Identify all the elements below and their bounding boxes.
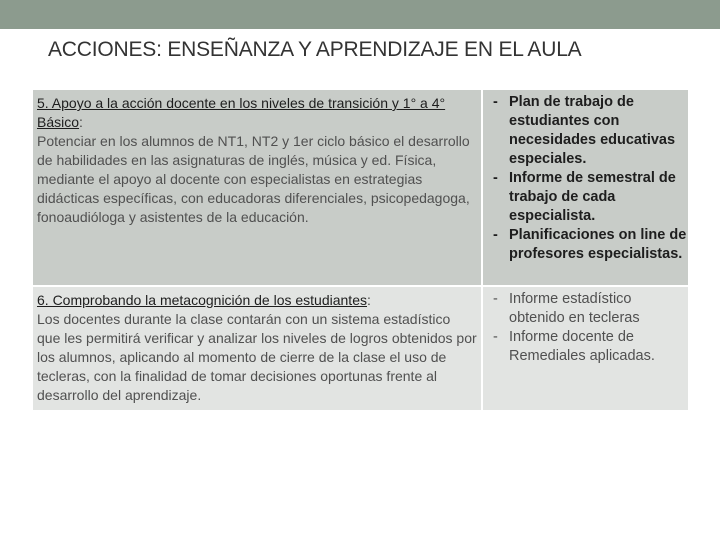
heading-colon: : — [79, 114, 83, 130]
evidence-cell — [482, 286, 688, 410]
bullet-dash: - — [493, 227, 498, 243]
page-title: ACCIONES: ENSEÑANZA Y APRENDIZAJE EN EL AULA — [48, 38, 582, 61]
evidence-list — [483, 93, 688, 264]
list-item — [483, 93, 688, 169]
action-description: Los docentes durante la clase contarán con un sistema estadístico que les permitirá verificar y analizar los niveles de logros obtenidos por los alumnos, aplicando al momento de cierre de la clase el uso de tecleras, con la finalidad de tomar decisiones oportunas frente al desarrollo del aprendizaje. — [37, 311, 477, 403]
table-row — [33, 90, 688, 286]
evidence-text: Informe de semestral de trabajo de cada especialista. — [509, 170, 676, 224]
action-heading: 6. Comprobando la metacognición de los estudiantes — [37, 292, 367, 308]
evidence-text: Informe docente de Remediales aplicadas. — [509, 329, 655, 364]
action-cell — [33, 286, 482, 410]
evidence-text: Plan de trabajo de estudiantes con necesidades educativas especiales. — [509, 94, 676, 167]
list-item — [483, 226, 688, 264]
evidence-text: Informe estadístico obtenido en tecleras — [509, 291, 640, 326]
bullet-dash: - — [493, 329, 498, 345]
bullet-dash: - — [493, 291, 498, 307]
table-row — [33, 286, 688, 410]
evidence-cell — [482, 90, 688, 286]
list-item — [483, 169, 688, 226]
action-description: Potenciar en los alumnos de NT1, NT2 y 1er ciclo básico el desarrollo de habilidades en las asignaturas de inglés, música y ed. Física, mediante el apoyo al docente con especialistas en estrategias didácticas específicas, con educadoras diferenciales, psicopedagoga, fonoaudióloga y asistentes de la educación. — [37, 133, 470, 225]
bullet-dash: - — [493, 170, 498, 186]
evidence-list — [483, 290, 688, 366]
bullet-dash: - — [493, 94, 498, 110]
action-cell — [33, 90, 482, 286]
top-accent-bar — [0, 0, 720, 29]
evidence-text: Planificaciones on line de profesores especialistas. — [509, 227, 687, 262]
action-heading: 5. Apoyo a la acción docente en los niveles de transición y 1° a 4° Básico — [37, 95, 446, 130]
list-item — [483, 290, 688, 328]
actions-table — [33, 90, 688, 410]
heading-colon: : — [366, 292, 371, 308]
list-item — [483, 328, 688, 366]
